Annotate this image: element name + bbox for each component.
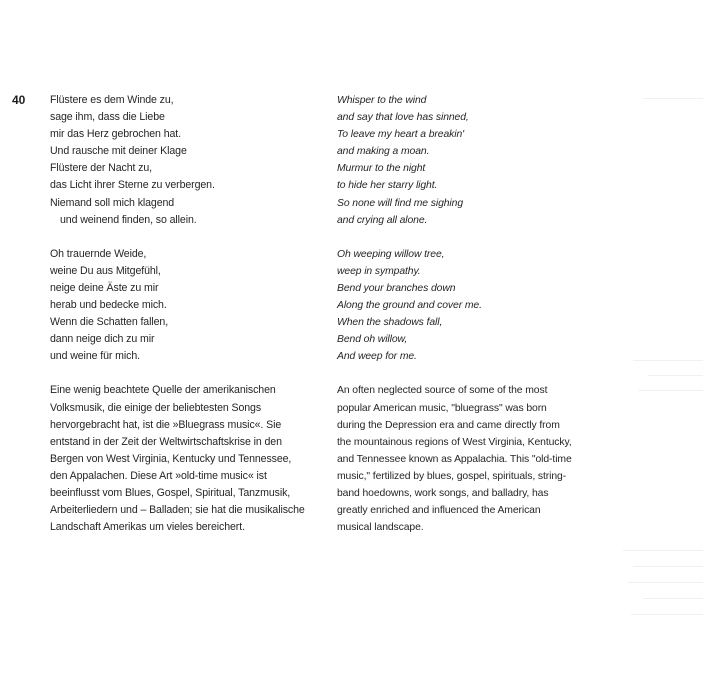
german-prose-line: den Appalachen. Diese Art »old-time music« ist bbox=[50, 469, 267, 482]
german-stanza-1 bbox=[50, 92, 320, 229]
german-stanza-1-line: das Licht ihrer Sterne zu verbergen. bbox=[50, 179, 215, 192]
german-stanza-1-line: Niemand soll mich klagend bbox=[50, 196, 175, 209]
german-stanza-1-line: Flüstere der Nacht zu, bbox=[50, 162, 153, 175]
german-prose-line: Landschaft Amerikas um vieles bereichert. bbox=[50, 521, 245, 534]
english-stanza-2-line: Bend oh willow, bbox=[337, 334, 408, 346]
german-stanza-1-line: Flüstere es dem Winde zu, bbox=[50, 94, 174, 106]
german-prose-line: Arbeiterliedern und – Balladen; sie hat die musikalische bbox=[50, 504, 305, 517]
english-stanza-1-line: Whisper to the wind bbox=[337, 95, 427, 106]
german-stanza-2-line: weine Du aus Mitgefühl, bbox=[50, 264, 161, 277]
german-prose-line: Volksmusik, die einige der beliebtesten Songs bbox=[50, 401, 262, 414]
german-prose-line: entstand in der Zeit der Weltwirtschaftskrise in den bbox=[50, 435, 282, 448]
english-prose-line: the mountainous regions of West Virginia, Kentucky, bbox=[337, 436, 572, 448]
english-stanza-1 bbox=[337, 92, 607, 229]
german-stanza-2-line: dann neige dich zu mir bbox=[50, 333, 155, 346]
english-prose-line: popular American music, "bluegrass" was born bbox=[337, 402, 547, 414]
english-stanza-1-line: To leave my heart a breakin' bbox=[337, 129, 465, 141]
german-stanza-2-line: neige deine Äste zu mir bbox=[50, 281, 159, 294]
german-stanza-1-line: Und rausche mit deiner Klage bbox=[50, 145, 187, 158]
german-prose-line: hervorgebracht hat, ist die »Bluegrass music«. Sie bbox=[50, 418, 282, 431]
german-prose-line: Eine wenig beachtete Quelle der amerikanischen bbox=[50, 384, 276, 397]
page-bleed-through bbox=[593, 90, 713, 650]
english-prose-line: musical landscape. bbox=[337, 522, 424, 534]
english-stanza-2-line: When the shadows fall, bbox=[337, 317, 443, 329]
german-stanza-2-line: Oh trauernde Weide, bbox=[50, 247, 147, 260]
german-stanza-2-line: herab und bedecke mich. bbox=[50, 299, 167, 312]
german-prose bbox=[50, 382, 320, 536]
german-column bbox=[50, 92, 320, 536]
german-stanza-1-line: und weinend finden, so allein. bbox=[60, 213, 197, 226]
page-number: 40 bbox=[12, 93, 26, 107]
german-prose-line: beeinflusst vom Blues, Gospel, Spiritual, Tanzmusik, bbox=[50, 486, 291, 499]
english-stanza-2-line: Along the ground and cover me. bbox=[337, 300, 482, 312]
english-prose-line: music," fertilized by blues, gospel, spirituals, string- bbox=[337, 470, 567, 482]
english-stanza-1-line: to hide her starry light. bbox=[337, 180, 438, 192]
english-stanza-2-line: Bend your branches down bbox=[337, 282, 456, 294]
german-stanza-2-line: Wenn die Schatten fallen, bbox=[50, 316, 169, 329]
german-stanza-2-line: und weine für mich. bbox=[50, 350, 140, 363]
english-stanza-2 bbox=[337, 246, 607, 366]
english-stanza-1-line: and making a moan. bbox=[337, 146, 430, 158]
english-stanza-1-line: Murmur to the night bbox=[337, 163, 426, 175]
german-stanza-1-line: mir das Herz gebrochen hat. bbox=[50, 128, 181, 141]
english-prose-line: during the Depression era and came directly from bbox=[337, 419, 560, 431]
german-stanza-2 bbox=[50, 246, 320, 366]
english-prose-line: greatly enriched and influenced the American bbox=[337, 505, 541, 517]
english-stanza-2-line: Oh weeping willow tree, bbox=[337, 248, 445, 260]
english-prose-line: and Tennessee known as Appalachia. This "old-time bbox=[337, 453, 572, 465]
english-stanza-2-line: weep in sympathy. bbox=[337, 265, 421, 277]
english-stanza-1-line: and say that love has sinned, bbox=[337, 112, 469, 124]
english-prose-line: An often neglected source of some of the most bbox=[337, 385, 548, 397]
english-column bbox=[337, 92, 607, 536]
english-stanza-1-line: So none will find me sighing bbox=[337, 197, 464, 209]
english-stanza-1-line: and crying all alone. bbox=[337, 214, 428, 226]
english-stanza-2-line: And weep for me. bbox=[337, 351, 417, 363]
german-stanza-1-line: sage ihm, dass die Liebe bbox=[50, 111, 165, 124]
english-prose-line: band hoedowns, work songs, and balladry, has bbox=[337, 487, 549, 499]
german-prose-line: Bergen von West Virginia, Kentucky und Tennessee, bbox=[50, 452, 292, 465]
english-prose bbox=[337, 382, 607, 536]
